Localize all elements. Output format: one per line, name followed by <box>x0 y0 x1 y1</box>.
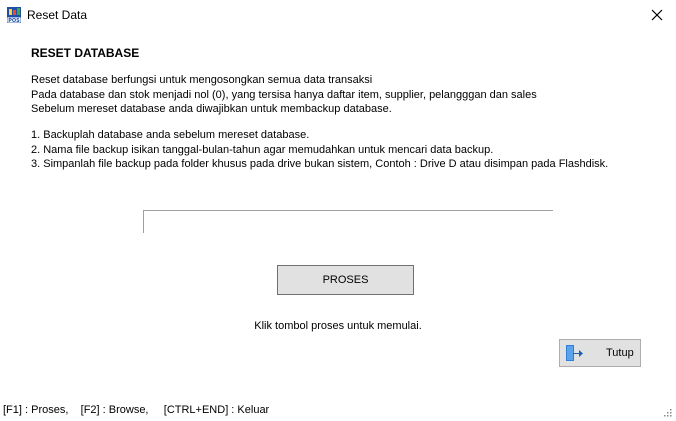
progress-field <box>143 210 553 233</box>
status-text: Klik tombol proses untuk memulai. <box>254 320 422 332</box>
steps-list <box>31 128 608 172</box>
shortcut-statusbar: [F1] : Proses, [F2] : Browse, [CTRL+END] : Keluar <box>3 404 270 416</box>
tutup-button[interactable] <box>559 339 641 367</box>
proses-button[interactable]: PROSES <box>277 265 414 295</box>
tutup-label: Tutup <box>606 347 634 359</box>
page-heading: RESET DATABASE <box>31 46 140 60</box>
info-line: Reset database berfungsi untuk mengosongkan semua data transaksi <box>31 74 373 86</box>
window-title: Reset Data <box>27 8 88 22</box>
svg-text:POS: POS <box>8 18 20 23</box>
close-icon <box>651 9 663 21</box>
info-line: Pada database dan stok menjadi nol (0), yang tersisa hanya daftar item, supplier, pelangggan dan sales <box>31 88 537 101</box>
step-item: 1. Backuplah database anda sebelum mereset database. <box>31 129 310 141</box>
resize-grip-icon[interactable] <box>662 407 672 417</box>
close-button[interactable] <box>644 2 670 28</box>
step-item: 3. Simpanlah file backup pada folder khusus pada drive bukan sistem, Contoh : Drive D atau disimpan pada Flashdisk. <box>31 158 609 170</box>
pos-app-icon <box>7 7 21 23</box>
info-text <box>31 73 537 117</box>
exit-door-icon <box>564 344 584 362</box>
info-line: Sebelum mereset database anda diwajibkan untuk membackup database. <box>31 103 392 115</box>
title-bar <box>0 0 676 30</box>
step-item: 2. Nama file backup isikan tanggal-bulan-tahun agar memudahkan untuk mencari data backup. <box>31 143 494 156</box>
